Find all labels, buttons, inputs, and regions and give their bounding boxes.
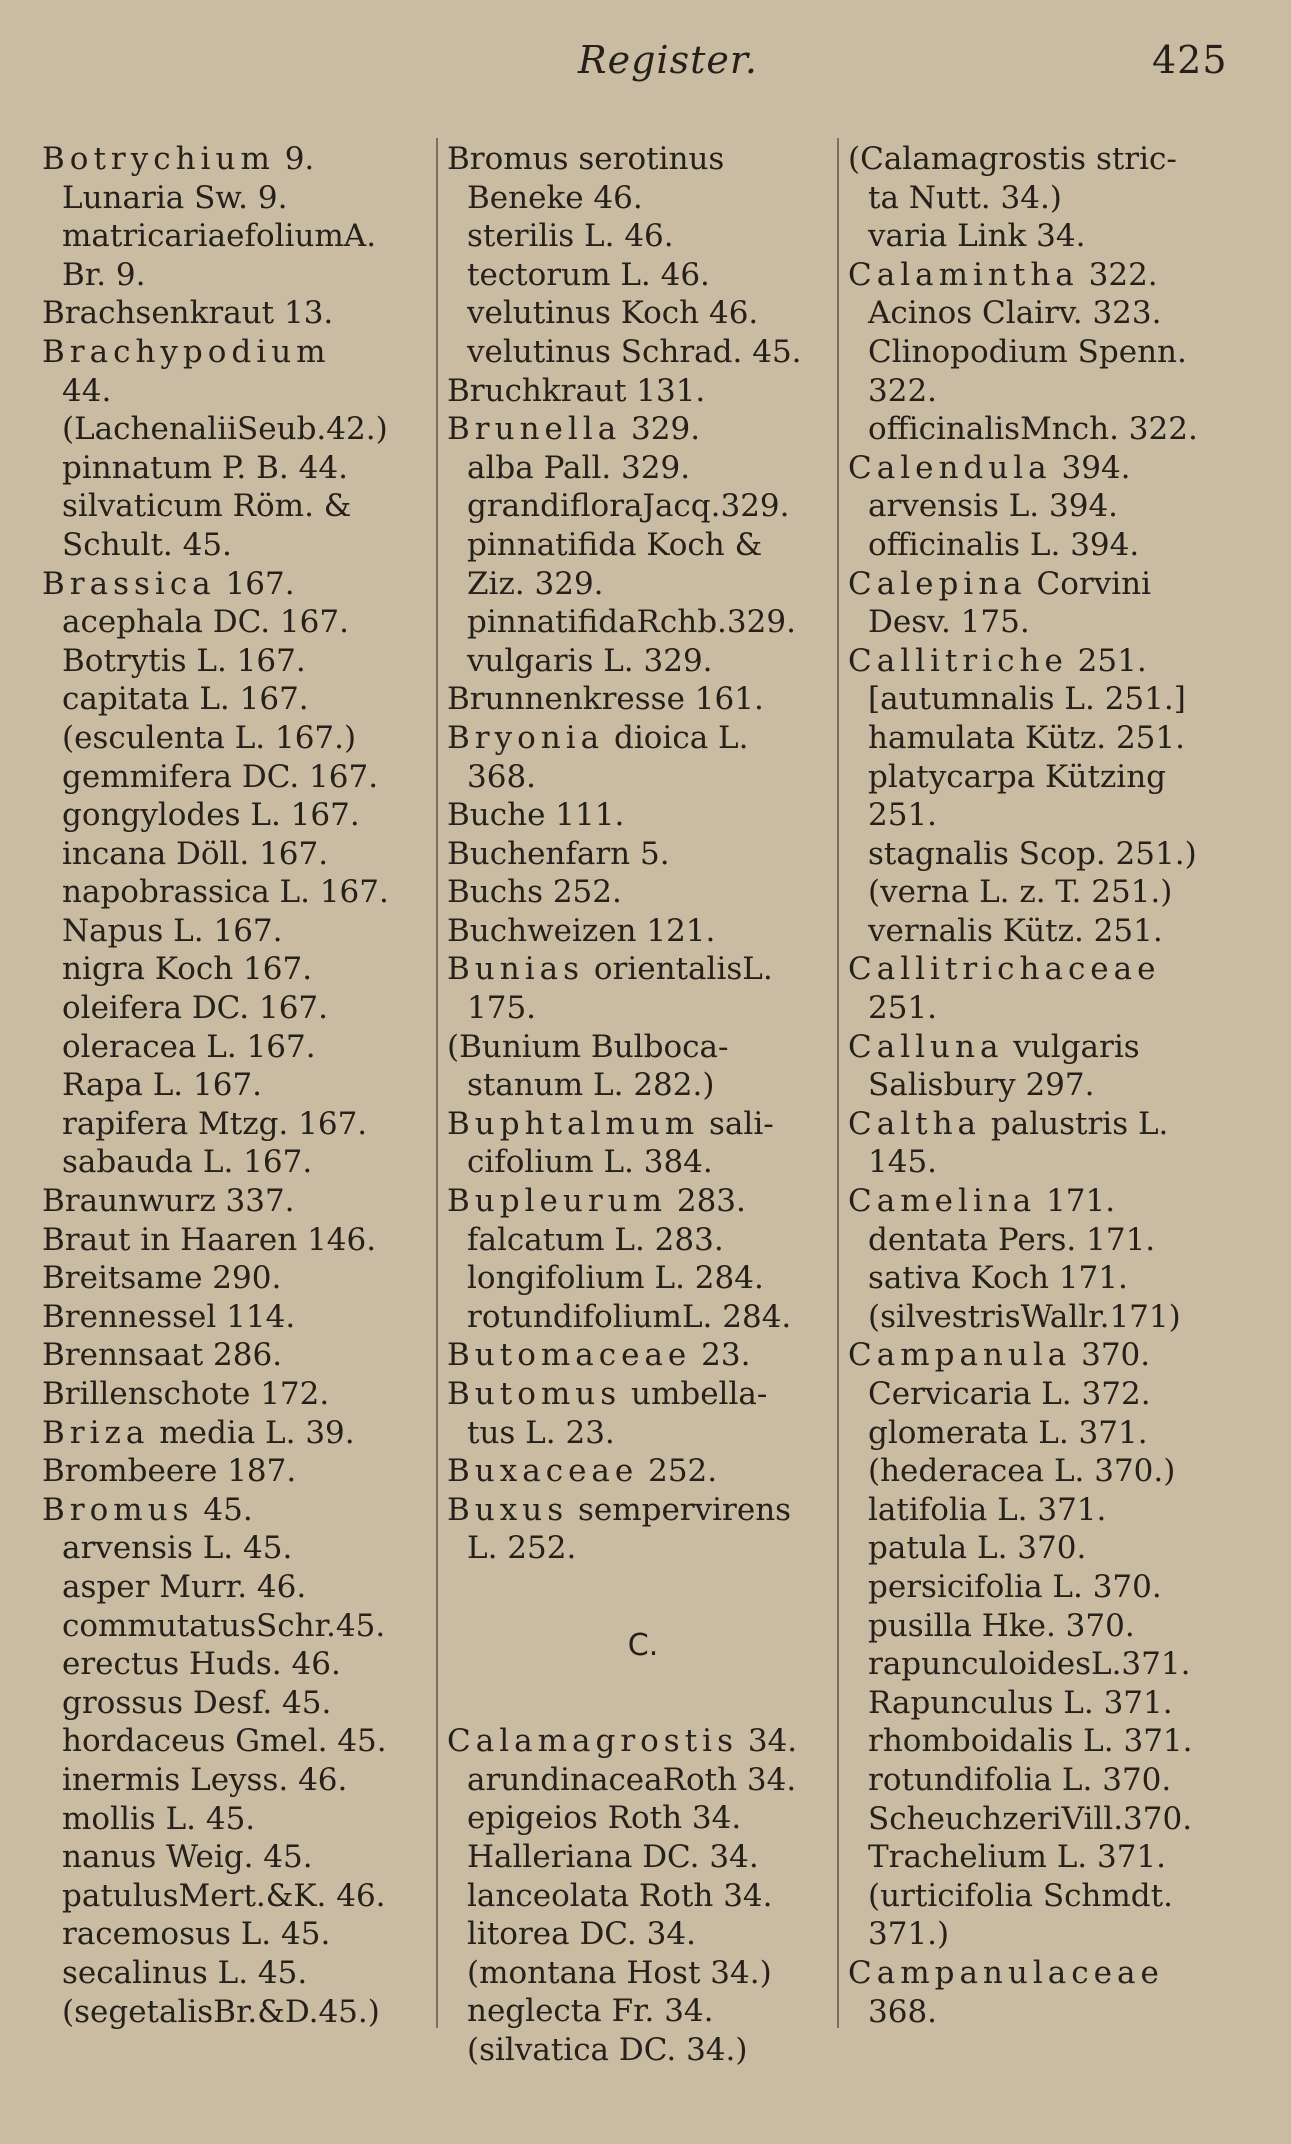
index-subentry: grandifloraJacq.329. bbox=[467, 488, 790, 525]
index-subentry: mollis L. 45. bbox=[62, 1800, 256, 1837]
index-entry: Briza media L. 39. bbox=[42, 1414, 355, 1451]
index-subentry: sativa Koch 171. bbox=[868, 1260, 1128, 1297]
index-subentry: [autumnalis L. 251.] bbox=[868, 681, 1186, 718]
index-entry: Brunnenkresse 161. bbox=[447, 681, 764, 718]
running-title: Register. bbox=[578, 38, 758, 82]
column-rule-1 bbox=[436, 138, 438, 2028]
index-subentry: acephala DC. 167. bbox=[62, 604, 349, 641]
index-entry: Calendula 394. bbox=[848, 449, 1131, 486]
index-subentry: oleracea L. 167. bbox=[62, 1028, 316, 1065]
index-subentry: hordaceus Gmel. 45. bbox=[62, 1723, 387, 1760]
index-subentry: racemosus L. 45. bbox=[62, 1916, 331, 1953]
index-entry: Breitsame 290. bbox=[42, 1260, 282, 1297]
index-subentry: gemmifera DC. 167. bbox=[62, 758, 379, 795]
index-subentry: 251. bbox=[868, 797, 938, 834]
index-entry: Brachsenkraut 13. bbox=[42, 295, 334, 332]
index-entry: (Bunium Bulboca- bbox=[447, 1028, 729, 1065]
index-subentry: stanum L. 282.) bbox=[467, 1067, 715, 1104]
index-subentry: (esculenta L. 167.) bbox=[62, 719, 357, 756]
blank-line bbox=[447, 1568, 839, 1607]
index-subentry: lanceolata Roth 34. bbox=[467, 1877, 773, 1914]
index-entry: Calluna vulgaris bbox=[848, 1028, 1140, 1065]
index-subentry: Cervicaria L. 372. bbox=[868, 1376, 1151, 1412]
index-entry: Butomaceae 23. bbox=[447, 1337, 751, 1374]
index-subentry: Clinopodium Spenn. bbox=[868, 333, 1187, 370]
index-entry: Bruchkraut 131. bbox=[447, 372, 706, 409]
index-subentry: 322. bbox=[868, 372, 938, 409]
index-subentry: sterilis L. 46. bbox=[467, 218, 674, 255]
index-subentry: platycarpa Kützing bbox=[868, 758, 1167, 795]
index-subentry: pusilla Hke. 370. bbox=[868, 1607, 1135, 1644]
index-subentry: arvensis L. 45. bbox=[62, 1530, 293, 1567]
index-subentry: grossus Desf. 45. bbox=[62, 1684, 332, 1721]
index-subentry: Botrytis L. 167. bbox=[62, 642, 306, 679]
index-entry: Brunella 329. bbox=[447, 411, 701, 448]
index-subentry: tectorum L. 46. bbox=[467, 256, 710, 293]
index-subentry: nanus Weig. 45. bbox=[62, 1839, 313, 1876]
index-subentry: alba Pall. 329. bbox=[467, 449, 691, 486]
index-entry: Brennessel 114. bbox=[42, 1298, 296, 1335]
index-subentry: velutinus Koch 46. bbox=[467, 295, 759, 332]
index-subentry: incana Döll. 167. bbox=[62, 835, 329, 872]
index-subentry: (montana Host 34.) bbox=[467, 1954, 772, 1991]
index-subentry: ta Nutt. 34.) bbox=[868, 179, 1062, 216]
index-subentry: matricariaefoliumA. bbox=[62, 218, 377, 255]
index-entry: Buchs 252. bbox=[447, 874, 622, 911]
blank-line bbox=[447, 1684, 839, 1723]
index-subentry: persicifolia L. 370. bbox=[868, 1568, 1162, 1605]
index-subentry: latifolia L. 371. bbox=[868, 1491, 1107, 1528]
index-subentry: neglecta Fr. 34. bbox=[467, 1993, 714, 2030]
register-column-2 bbox=[447, 140, 839, 2070]
index-subentry: ScheuchzeriVill.370. bbox=[868, 1800, 1193, 1837]
index-subentry: 368. bbox=[467, 758, 537, 795]
index-entry: Buxaceae 252. bbox=[447, 1453, 718, 1490]
index-subentry: Beneke 46. bbox=[467, 179, 643, 216]
index-subentry: rotundifoliumL. 284. bbox=[467, 1298, 792, 1335]
index-subentry: arundinaceaRoth 34. bbox=[467, 1761, 797, 1798]
index-subentry: Rapunculus L. 371. bbox=[868, 1684, 1173, 1721]
index-subentry: Acinos Clairv. 323. bbox=[868, 295, 1162, 332]
index-subentry: stagnalis Scop. 251.) bbox=[868, 835, 1197, 872]
index-subentry: (verna L. z. T. 251.) bbox=[868, 874, 1173, 911]
index-subentry: Lunaria Sw. 9. bbox=[62, 179, 288, 216]
index-subentry: falcatum L. 283. bbox=[467, 1221, 724, 1258]
index-subentry: rapifera Mtzg. 167. bbox=[62, 1105, 368, 1142]
index-entry: Bupleurum 283. bbox=[447, 1183, 746, 1220]
index-entry: Buxus sempervirens bbox=[447, 1491, 792, 1528]
index-subentry: pinnatifida Koch & bbox=[467, 526, 763, 563]
index-entry: Brombeere 187. bbox=[42, 1453, 297, 1490]
index-entry: Callitrichaceae bbox=[848, 951, 1161, 988]
index-entry: Botrychium 9. bbox=[42, 141, 315, 177]
index-subentry: (silvatica DC. 34.) bbox=[467, 2031, 748, 2068]
index-entry: Braut in Haaren 146. bbox=[42, 1221, 377, 1258]
index-subentry: Schult. 45. bbox=[62, 526, 232, 563]
index-subentry: 44. bbox=[62, 372, 112, 409]
page-header bbox=[0, 38, 1291, 98]
index-entry: Caltha palustris L. bbox=[848, 1105, 1169, 1142]
index-subentry: Halleriana DC. 34. bbox=[467, 1838, 759, 1875]
index-subentry: (LachenaliiSeub.42.) bbox=[62, 411, 388, 448]
index-entry: Buche 111. bbox=[447, 797, 625, 834]
index-entry: Calamagrostis 34. bbox=[447, 1723, 798, 1760]
index-entry: Bromus 45. bbox=[42, 1491, 253, 1528]
index-subentry: asper Murr. 46. bbox=[62, 1568, 307, 1605]
index-subentry: longifolium L. 284. bbox=[467, 1260, 764, 1297]
section-letter: C. bbox=[627, 1627, 659, 1663]
index-subentry: rapunculoidesL.371. bbox=[868, 1646, 1191, 1683]
index-subentry: velutinus Schrad. 45. bbox=[467, 333, 802, 370]
register-column-1 bbox=[42, 140, 432, 2031]
index-entry: Campanulaceae bbox=[848, 1954, 1164, 1991]
index-subentry: nigra Koch 167. bbox=[62, 951, 313, 988]
index-subentry: rotundifolia L. 370. bbox=[868, 1761, 1172, 1798]
index-subentry: glomerata L. 371. bbox=[868, 1414, 1148, 1451]
index-subentry: litorea DC. 34. bbox=[467, 1916, 696, 1953]
index-subentry: inermis Leyss. 46. bbox=[62, 1761, 348, 1798]
index-entry: Bromus serotinus bbox=[447, 141, 725, 177]
index-subentry: officinalis L. 394. bbox=[868, 526, 1140, 563]
index-subentry: Trachelium L. 371. bbox=[868, 1839, 1167, 1876]
index-subentry: hamulata Kütz. 251. bbox=[868, 719, 1185, 756]
index-subentry: Napus L. 167. bbox=[62, 912, 283, 949]
index-subentry: rhomboidalis L. 371. bbox=[868, 1723, 1193, 1760]
index-subentry: Br. 9. bbox=[62, 256, 146, 293]
index-entry: Buchweizen 121. bbox=[447, 912, 716, 949]
index-entry: Brennsaat 286. bbox=[42, 1337, 283, 1374]
index-subentry: 145. bbox=[868, 1144, 938, 1181]
index-subentry: epigeios Roth 34. bbox=[467, 1800, 742, 1837]
index-entry: Bunias orientalisL. bbox=[447, 951, 773, 988]
index-subentry: 368. bbox=[868, 1993, 938, 2030]
index-entry: Brassica 167. bbox=[42, 565, 295, 602]
index-subentry: napobrassica L. 167. bbox=[62, 874, 389, 911]
index-subentry: patulusMert.&K. 46. bbox=[62, 1877, 386, 1914]
index-entry: (Calamagrostis stric- bbox=[848, 141, 1177, 177]
index-subentry: oleifera DC. 167. bbox=[62, 990, 329, 1027]
index-subentry: L. 252. bbox=[467, 1530, 577, 1567]
page-number: 425 bbox=[1152, 38, 1228, 82]
index-entry: Buphtalmum sali- bbox=[447, 1105, 774, 1142]
index-subentry: vernalis Kütz. 251. bbox=[868, 912, 1163, 949]
index-entry: Calamintha 322. bbox=[848, 256, 1158, 293]
index-subentry: (segetalisBr.&D.45.) bbox=[62, 1993, 380, 2030]
index-subentry: capitata L. 167. bbox=[62, 681, 309, 718]
index-entry: Brillenschote 172. bbox=[42, 1376, 330, 1412]
index-entry: Callitriche 251. bbox=[848, 642, 1147, 679]
index-subentry: silvaticum Röm. & bbox=[62, 488, 352, 525]
index-subentry: 251. bbox=[868, 990, 938, 1027]
index-subentry: 175. bbox=[467, 990, 537, 1027]
index-subentry: Desv. 175. bbox=[868, 604, 1030, 641]
index-subentry: (urticifolia Schmdt. bbox=[868, 1877, 1173, 1914]
index-subentry: Ziz. 329. bbox=[467, 565, 604, 602]
index-subentry: pinnatum P. B. 44. bbox=[62, 449, 348, 486]
index-subentry: pinnatifidaRchb.329. bbox=[467, 604, 796, 641]
index-subentry: patula L. 370. bbox=[868, 1530, 1087, 1567]
index-subentry: (silvestrisWallr.171) bbox=[868, 1298, 1181, 1335]
index-subentry: commutatusSchr.45. bbox=[62, 1607, 386, 1644]
register-column-3 bbox=[848, 140, 1248, 2031]
index-subentry: cifolium L. 384. bbox=[467, 1144, 713, 1181]
index-subentry: gongylodes L. 167. bbox=[62, 797, 360, 834]
index-subentry: vulgaris L. 329. bbox=[467, 642, 713, 679]
index-subentry: varia Link 34. bbox=[868, 218, 1086, 255]
index-subentry: Rapa L. 167. bbox=[62, 1067, 263, 1104]
index-subentry: dentata Pers. 171. bbox=[868, 1221, 1156, 1258]
index-subentry: sabauda L. 167. bbox=[62, 1144, 313, 1181]
index-entry: Braunwurz 337. bbox=[42, 1183, 295, 1220]
index-entry: Campanula 370. bbox=[848, 1337, 1151, 1374]
index-entry: Camelina 171. bbox=[848, 1183, 1116, 1220]
index-subentry: (hederacea L. 370.) bbox=[868, 1453, 1176, 1490]
index-entry: Butomus umbella- bbox=[447, 1376, 768, 1412]
index-subentry: officinalisMnch. 322. bbox=[868, 411, 1198, 448]
index-subentry: Salisbury 297. bbox=[868, 1067, 1095, 1104]
index-entry: Buchenfarn 5. bbox=[447, 835, 670, 872]
index-entry: Brachypodium bbox=[42, 333, 331, 370]
index-entry: Calepina Corvini bbox=[848, 565, 1152, 602]
index-entry: Bryonia dioica L. bbox=[447, 719, 749, 756]
index-subentry: erectus Huds. 46. bbox=[62, 1646, 341, 1683]
index-subentry: 371.) bbox=[868, 1916, 950, 1953]
index-subentry: secalinus L. 45. bbox=[62, 1954, 308, 1991]
index-subentry: arvensis L. 394. bbox=[868, 488, 1119, 525]
index-subentry: tus L. 23. bbox=[467, 1414, 615, 1451]
